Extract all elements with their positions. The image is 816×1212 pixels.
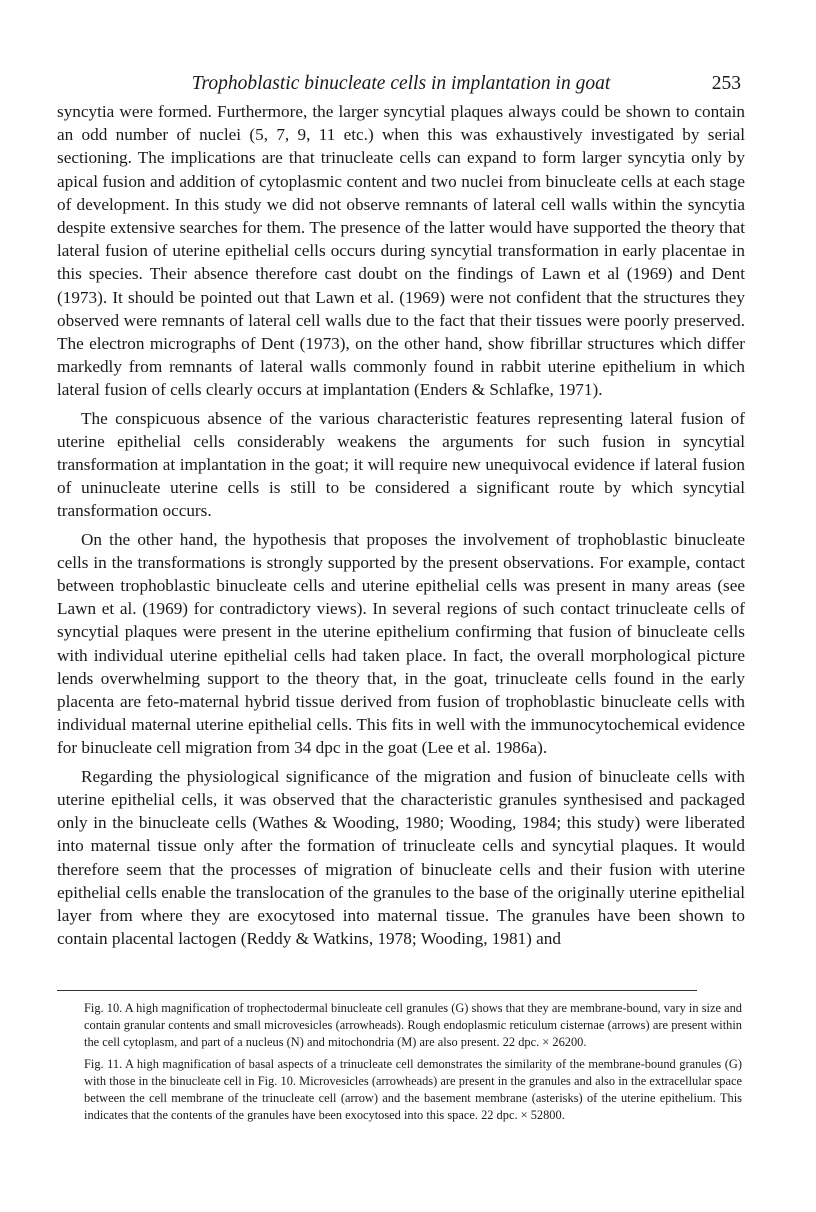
caption-fig-11: Fig. 11. A high magnification of basal aspects of a trinucleate cell demonstrates the similarity of the membrane-bound granules (G) with those in the binucleate cell in Fig. 10. Microvesicles (arrowheads) are present in the granules and also in the extracellular space between the cell membrane of the trinucleate cell (arrow) and the basement membrane (asterisks) of the uterine epithelium. This indicates that the contents of the granules have been exocytosed into this space. 22 dpc. × 52800. [84, 1057, 742, 1122]
footnote-divider [57, 990, 697, 991]
paragraph-2: The conspicuous absence of the various characteristic features representing lateral fusion of uterine epithelial cells considerably weakens the arguments for such fusion in syncytial transformation at implantation in the goat; it will require new unequivocal evidence if lateral fusion of uninucleate uterine cells is still to be considered a significant route by which syncytial transformation occurs. [57, 408, 745, 521]
body-text [57, 100, 745, 955]
page-header [57, 73, 745, 99]
running-title: Trophoblastic binucleate cells in implantation in goat [191, 73, 611, 94]
caption-fig-10: Fig. 10. A high magnification of trophectodermal binucleate cell granules (G) shows that they are membrane-bound, vary in size and contain granular contents and small microvesicles (arrowheads). Rough endoplasmic reticulum cisternae (arrows) are present within the cell cytoplasm, and part of a nucleus (N) and mitochondria (M) are also present. 22 dpc. × 26200. [84, 1001, 742, 1049]
paragraph-4: Regarding the physiological significance of the migration and fusion of binucleate cells with uterine epithelial cells, it was observed that the characteristic granules synthesised and packaged only in the binucleate cells (Wathes & Wooding, 1980; Wooding, 1984; this study) were liberated into maternal tissue only after the formation of trinucleate cells and syncytial plaques. It would therefore seem that the processes of migration of binucleate cells and their fusion with uterine epithelial cells enable the translocation of the granules to the base of the originally uterine epithelial layer from where they are exocytosed into maternal tissue. The granules have been shown to contain placental lactogen (Reddy & Watkins, 1978; Wooding, 1981) and [57, 766, 745, 949]
figure-captions [84, 1000, 742, 1129]
paragraph-1: syncytia were formed. Furthermore, the larger syncytial plaques always could be shown to contain an odd number of nuclei (5, 7, 9, 11 etc.) when this was exhaustively investigated by serial sectioning. The implications are that trinucleate cells can expand to form larger syncytia only by apical fusion and addition of cytoplasmic content and two nuclei from binucleate cells at each stage of development. In this study we did not observe remnants of lateral cell walls within the syncytia despite extensive searches for them. The presence of the latter would have supported the theory that lateral fusion of uterine epithelial cells occurs during syncytial transformation in early placentae in this species. Their absence therefore cast doubt on the findings of Lawn et al (1969) and Dent (1973). It should be pointed out that Lawn et al. (1969) were not confident that the structures they observed were remnants of lateral cell walls due to the fact that their tissues were poorly preserved. The electron micrographs of Dent (1973), on the other hand, show fibrillar structures which differ markedly from remnants of lateral walls commonly found in rabbit uterine epithelium in which lateral fusion of cells clearly occurs at implantation (Enders & Schlafke, 1971). [57, 102, 745, 400]
paragraph-3: On the other hand, the hypothesis that proposes the involvement of trophoblastic binucleate cells in the transformations is strongly supported by the present observations. For example, contact between trophoblastic binucleate cells and uterine epithelial cells was present in many areas (see Lawn et al. (1969) for contradictory views). In several regions of such contact trinucleate cells of syncytial plaques were present in the uterine epithelium confirming that fusion of binucleate cells with individual uterine epithelial cells had taken place. In fact, the overall morphological picture lends overwhelming support to the theory that, in the goat, trinucleate cells found in the early placenta are feto-maternal hybrid tissue derived from fusion of trophoblastic binucleate cells with individual maternal uterine epithelial cells. This fits in well with the immunocytochemical evidence for binucleate cell migration from 34 dpc in the goat (Lee et al. 1986a). [57, 529, 745, 758]
page-number: 253 [711, 73, 741, 94]
